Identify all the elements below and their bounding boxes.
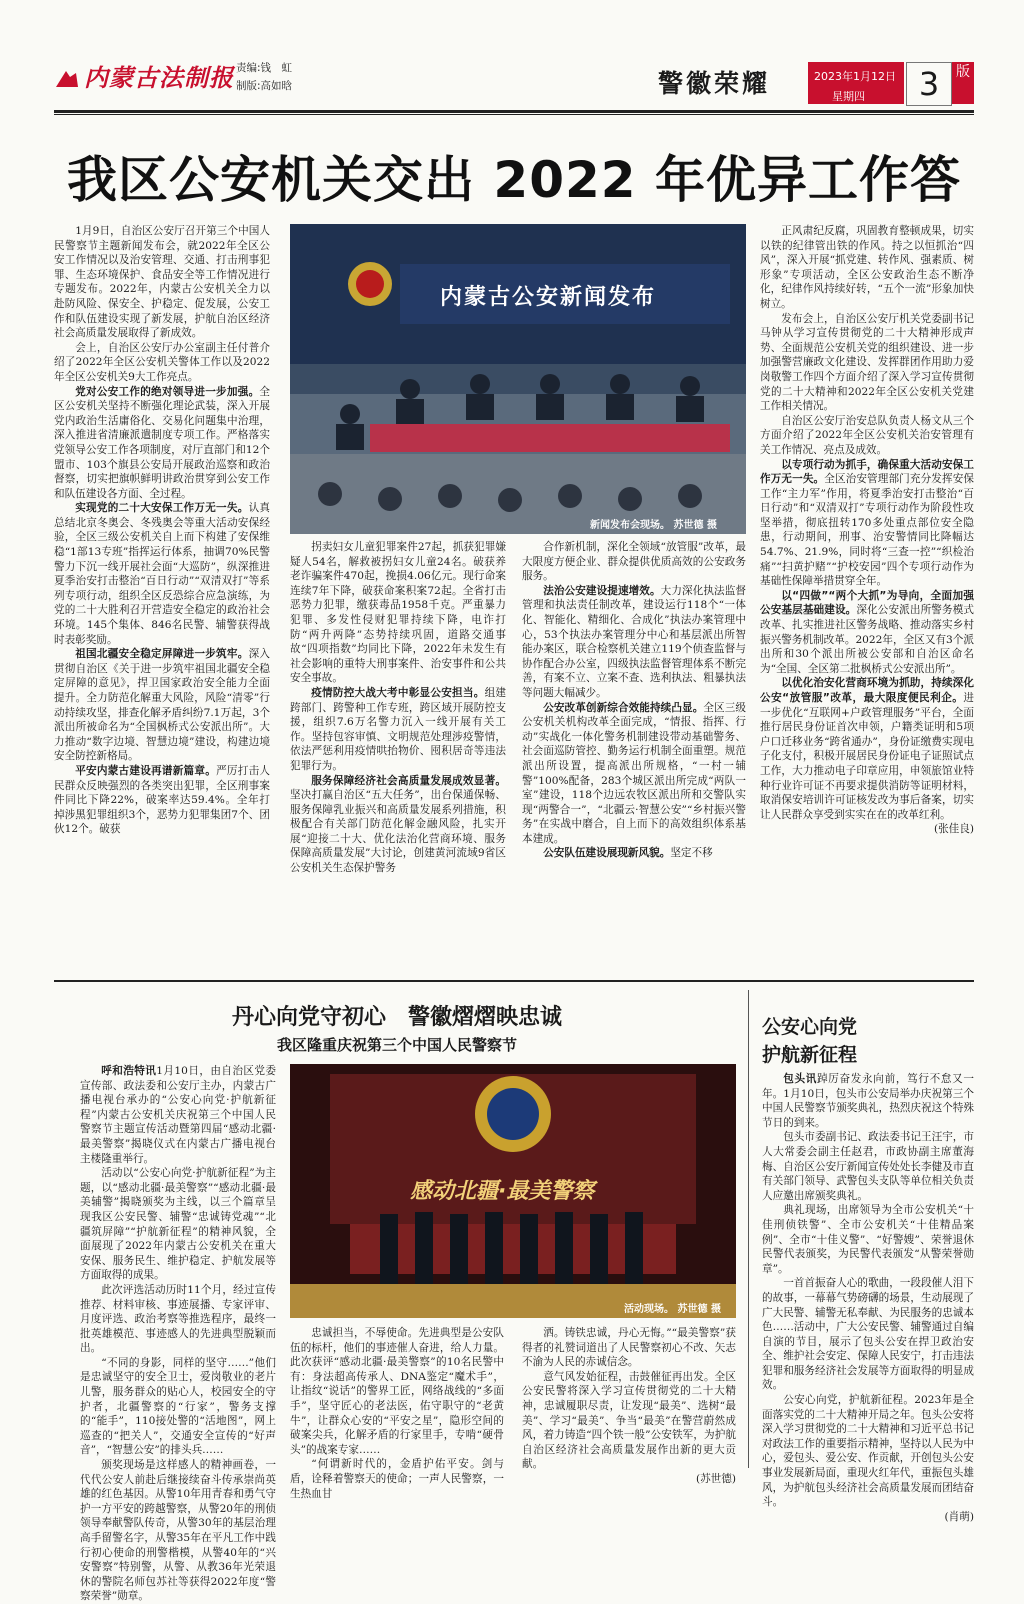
paragraph	[80, 1064, 276, 1166]
paragraph	[290, 774, 506, 876]
paragraph-text: 深化公安派出所警务模式改革、扎实推进社区警务战略、推动落实乡村振兴警务机制改革。2022年，全区又有3个派出所和30个派出所被公安部和自治区命名为“全国、全区第二批枫桥式公安派出所”。	[760, 604, 975, 675]
paragraph-lead: 以专项行动为抓手，确保重大活动安保工作万无一失。	[760, 458, 974, 486]
paragraph-text: 1月9日，自治区公安厅召开第三个中国人民警察节主题新闻发布会，就2022年全区公安工作情况以及治安管理、交通、打击刑事犯罪、生态环境保护、食品安全等工作情况进行专题发布。2022年，内蒙古公安机关全力以赴防风险、保安全、护稳定、促发展，公安工作和队伍建设实现了新发展，护航自治区经济社会高质量发展取得了新成效。	[54, 225, 270, 340]
paragraph-text: 踔厉奋发永向前，笃行不怠又一年。1月10日，包头市公安局举办庆祝第三个中国人民警察节颁奖典礼，热烈庆祝这个特殊节日的到来。	[762, 1073, 975, 1129]
article1-col3	[522, 540, 746, 974]
paragraph-text: 包头市委副书记、政法委书记王汪宇，市人大常委会副主任赵君，市政协副主席董海梅、自治区公安厅新闻宣传处处长李健及市直有关部门领导、武警包头支队等单位相关负责人应邀出席颁奖典礼。	[762, 1131, 974, 1202]
paragraph-text: 全区治安管理部门充分发挥安保工作“主力军”作用，将夏季治安打击整治“百日行动”和“双清双打”专项行动作为阶段性攻坚举措，彻底扭转170多处重点部位安全隐患，行动期间，刑事、治安警情同比降幅达54.7%、21.9%，同时将“三查一控”“织检治痛”“扫黄护赌”“护校安园”四个专项行动作为基础性保障举措贯穿全年。	[760, 473, 974, 588]
paragraph-text: 自治区公安厅治安总队负责人杨文从三个方面介绍了2022年全区公安机关治安管理有关工作情况、亮点及成效。	[760, 414, 974, 456]
paragraph-text: 会上，自治区公安厅办公室副主任付普介绍了2022年全区公安机关警体工作以及2022年全区公安机关9大工作亮点。	[54, 341, 270, 383]
page-label: 版	[952, 62, 974, 104]
paragraph	[522, 1370, 736, 1472]
paragraph-text: 深入贯彻自治区《关于进一步筑牢祖国北疆安全稳定屏障的意见》，捍卫国家政治安全能力全面提升。全力防范化解重大风险，风险“清零”行动持续攻坚，排查化解矛盾纠纷7.1万起，3个派出所被命名为“全国枫桥式公安派出所”。大力推动“数字边境、智慧边境”建设，构建边境安全防控新格局。	[54, 648, 271, 763]
paragraph-lead: 公安队伍建设展现新风貌。	[543, 847, 671, 860]
paragraph	[290, 1326, 504, 1457]
paragraph-lead: 平安内蒙古建设再谱新篇章。	[75, 764, 217, 777]
article3-body	[762, 1072, 975, 1523]
ceremony-photo	[290, 1064, 736, 1318]
paragraph	[762, 1276, 974, 1393]
paragraph	[762, 1393, 974, 1510]
paragraph	[760, 589, 974, 677]
paragraph	[760, 458, 974, 589]
article2-col2	[290, 1326, 504, 1500]
paragraph-text: 一首首振奋人心的歌曲，一段段催人泪下的故事，一幕幕气势磅礴的场景，生动展现了广大民警、辅警无私奉献、为民服务的忠诚本色……活动中，广大公安民警、辅警通过自编自演的节目，展示了包头公安在捍卫政治安全、维护社会安定、保障人民安宁，打击违法犯罪和服务经济社会发展等方面取得的明显成效。	[762, 1277, 974, 1392]
issue-date: 2023年1月12日	[814, 70, 896, 83]
section-divider	[54, 980, 974, 982]
paragraph	[522, 540, 746, 584]
paragraph-lead: 党对公安工作的绝对领导进一步加强。	[75, 385, 260, 398]
article2-col1	[80, 1064, 276, 1603]
paragraph	[54, 501, 270, 647]
paragraph-text: (苏世德)	[695, 1472, 736, 1485]
paragraph	[290, 686, 506, 774]
paragraph-text: 典礼现场，出席领导为全市公安机关“十佳刑侦铁警”、全市公安机关“十佳精品案例”、全市“十佳义警”、“好警嫂”、荣誉退休民警代表颁奖，为民警代表颁发“从警荣誉勋章”。	[762, 1204, 974, 1275]
paragraph	[760, 224, 974, 312]
header-rule	[54, 110, 974, 113]
paragraph-lead: 疫情防控大战大考中彰显公安担当。	[311, 686, 485, 699]
paragraph-text: (肖萌)	[944, 1510, 974, 1523]
paragraph	[54, 224, 270, 341]
photo1-caption: 新闻发布会现场。 苏世德 摄	[590, 520, 717, 531]
paragraph	[290, 540, 506, 686]
paragraph	[760, 676, 974, 822]
paragraph	[54, 647, 270, 764]
paragraph-lead: 祖国北疆安全稳定屏障进一步筑牢。	[75, 648, 249, 661]
paragraph-text: (张佳良)	[933, 823, 974, 836]
paragraph	[762, 1203, 974, 1276]
paragraph-text: 大力深化执法监督管理和执法责任制改革，建设运行118个“一体化、智能化、精细化、合成化”执法办案管理中心，53个执法办案管理分中心和基层派出所智能办案区，联合检察机关建立119个侦查监督与协作配合办公室，四级执法监督管理体系不断完善，有案不立、立案不查、选利执法、粗暴执法等问题大幅减少。	[522, 584, 747, 699]
paragraph	[762, 1510, 974, 1525]
article1-col1	[54, 224, 270, 974]
paragraph-lead: 包头讯	[783, 1073, 817, 1085]
paragraph-text: 组建跨部门、跨警种工作专班，跨区域开展防控支援，组织7.6万名警力沉入一线开展有关工作。坚持包容审慎、文明规范处理涉疫警情，依法严惩利用疫情哄抬物价、囤积居奇等违法犯罪行为。	[290, 686, 507, 772]
paragraph	[522, 701, 746, 847]
paragraph	[522, 584, 746, 701]
paragraph	[80, 1166, 276, 1283]
article3-title-line2: 护航新征程	[762, 1044, 858, 1066]
paragraph	[762, 1130, 974, 1203]
paragraph	[760, 312, 974, 414]
paragraph-text: 严厉打击人民群众反映强烈的各类突出犯罪，全区刑事案件同比下降22%，破案率达59.4%。全年打掉涉黑犯罪组织3个，恶势力犯罪集团7个、团伙12个。破获	[54, 764, 271, 836]
article1-col4	[760, 224, 974, 974]
article2-title: 丹心向党守初心 警徽熠熠映忠诚	[231, 1005, 562, 1030]
paragraph	[80, 1458, 276, 1604]
paragraph-text: 拐卖妇女儿童犯罪案件27起，抓获犯罪嫌疑人54名，解救被拐妇女儿童24名。破获养老诈骗案件470起，挽损4.06亿元。现行命案连续7年下降，破获命案积案72起。全省打击恶势力犯罪，缴获毒品1958千克。严重暴力犯罪、多发性侵财犯罪持续下降，电诈打防“两升两降”态势持续巩固，道路交通事故“四项指数”均同比下降，2022年未发生有社会影响的重特大刑事案件、治安事件和公共安全事故。	[290, 541, 506, 685]
press-conference-banner: 内蒙古公安新闻发布	[440, 285, 657, 310]
ceremony-banner: 感动北疆·最美警察	[410, 1179, 595, 1204]
newspaper-logo: 内蒙古法制报	[54, 58, 234, 93]
article2-col3	[522, 1326, 736, 1485]
paragraph-text: 意气风发始征程，击鼓催征再出发。全区公安民警将深入学习宣传贯彻党的二十大精神，忠诚履职尽责，让发现“最美”、选树“最美”、学习“最美”、争当“最美”在警营蔚然成风，着力铸造“四个铁一般”公安铁军，为护航自治区经济社会高质量发展作出新的更大贡献。	[522, 1370, 736, 1471]
paragraph	[522, 1326, 736, 1370]
press-conference-photo	[290, 224, 746, 534]
paragraph-text: 忠诚担当，不辱使命。先进典型是公安队伍的标杆，他们的事迹催人奋进，给人力量。此次获评“感动北疆·最美警察”的10名民警中有：身法超高传承人、DNA鉴定“魔术手”，让指纹“说话”的警界工匠，网络战线的“多面手”，坚守匠心的老法医，佑守职守的“老黄牛”，让群众心安的“平安之星”，隐形空间的破案尖兵，化解矛盾的行家里手，专啃“硬骨头”的战案专家……	[290, 1327, 504, 1456]
date-box	[808, 62, 904, 104]
paragraph-lead: 呼和浩特讯	[101, 1065, 157, 1077]
headline: 我区公安机关交出 2022 年优异工作答	[67, 151, 961, 209]
paragraph-text: 公安心向党，护航新征程。2023年是全面落实党的二十大精神开局之年。包头公安将深入学习贯彻党的二十大精神和习近平总书记对政法工作的重要指示精神，坚持以人民为中心，爱包头、爱公安、作贡献，开创包头公安事业发展新局面，重现火红年代，重振包头雄风，为护航包头经济社会高质量发展而团结奋斗。	[762, 1394, 974, 1509]
paragraph	[762, 1072, 974, 1130]
paragraph-lead: 法治公安建设提速增效。	[543, 584, 661, 597]
paragraph	[290, 1457, 504, 1501]
logo-emblem-icon	[54, 69, 80, 89]
paragraph-text: 进一步优化“互联网+户政管理服务”平台，全面推行居民身份证首次申领，户籍类证明和5项户口迁移业务“跨省通办”，身份证缴费实现电子化支付，积极开展居民身份证电子证照试点工作，大力推动电子印章应用，申领旅馆业特种行业许可证不再要求提供消防等证明材料，取消保安培训许可证核发改为事后备案，切实让人民群众享受到实实在在的改革红利。	[760, 692, 974, 821]
press-conference-illustration	[290, 224, 746, 534]
header-rule-thin	[54, 114, 974, 115]
paragraph	[80, 1356, 276, 1458]
paragraph	[54, 341, 270, 385]
paragraph	[522, 846, 746, 861]
paragraph-text: 发布会上，自治区公安厅机关党委副书记马钟从学习宣传贯彻党的二十大精神形成声势、全面规范公安机关党的组织建设、进一步加强警营廉政文化建设、发挥群团作用助力爱岗敬警工作四个方面介绍了深入学习宣传贯彻党的二十大精神和2022年全区公安机关党建工作相关情况。	[760, 312, 974, 413]
article1-col2	[290, 540, 506, 974]
paragraph-lead: 以“四做”“两个大抓”为导向，全面加强公安基层基础建设。	[760, 589, 974, 617]
article2-subtitle: 我区隆重庆祝第三个中国人民警察节	[276, 1036, 517, 1054]
paragraph	[54, 385, 270, 502]
photo2-caption: 活动现场。 苏世德 摄	[624, 1304, 721, 1315]
article3-title-line1: 公安心向党	[762, 1016, 858, 1038]
maker-credit: 制版:高如晗	[236, 80, 293, 92]
paragraph-text: 正风肃纪反腐，巩固教育整顿成果，切实以铁的纪律管出铁的作风。持之以恒抓治“四风”，深入开展“抓党建、转作风、强素质、树形象”专项活动，全区公安政治生态不断净化，纪律作风持续好转，“五个一流”形象加快树立。	[760, 225, 974, 310]
paragraph-lead: 服务保障经济社会高质量发展成效显著。	[311, 774, 506, 787]
paragraph-text: 全区三级公安机关机构改革全面完成，“情报、指挥、行动”实战化一体化警务机制建设带动基础警务、社会面巡防管控、勤务运行机制全面重塑。规范派出所设置，提高派出所规格，“一村一辅警”100%配备，283个城区派出所完成“两队一室”建设，118个边远农牧区派出所和交警队实现“两警合一”，“北疆云·智慧公安”“乡村振兴警务”在实战中磨合，自上而下的高效组织体系基本建成。	[522, 701, 747, 845]
paragraph-text: 洒。铸铁忠诚，丹心无悔。”“最美警察”获得者的礼赞词道出了人民警察初心不改、矢志不渝为人民的赤诚信念。	[522, 1327, 736, 1369]
paragraph	[760, 414, 974, 458]
column-rule	[748, 990, 749, 1468]
paragraph-text: 全区公安机关坚持不断强化理论武装，深入开展党内政治生活庸俗化、交易化问题集中治理，深入推进省清廉派遣制度专项工作。严格落实党领导公安工作各项制度，对厅直部门和12个盟市、103个旗县公安局开展政治巡察和政治督察，切实把旗帜鲜明讲政治贯穿到公安工作和队伍建设各方面、全过程。	[54, 385, 270, 500]
paragraph	[54, 764, 270, 837]
editor-credit: 责编:钱 虹	[236, 62, 293, 74]
paragraph-text: 坚决打赢自治区“五大任务”，出台保通保畅、服务保障乳业振兴和高质量发展系列措施，积极配合有关部门防范化解金融风险，扎实开展“迎接二十大、优化法治化营商环境、服务保障高质量发展”大讨论，创建黄河流域9省区公安机关生态保护警务	[290, 789, 506, 875]
paragraph-text: 认真总结北京冬奥会、冬残奥会等重大活动安保经验，全区三级公安机关自上而下构建了安保维稳“1部13专班”指挥运行体系，抽调70%民警警力下沉一线开展社会面“大巡防”，纵深推进夏季治安打击整治“百日行动”“双清双打”等系列专项行动，组织全区反恐综合应急演练，为党的二十大胜利召开营造安全稳定的政治社会环境。145个集体、846名民警、辅警获得战时表彰奖励。	[54, 502, 271, 646]
paragraph-lead: 公安改革创新综合效能持续凸显。	[543, 701, 704, 714]
paragraph	[80, 1283, 276, 1356]
page-number: 3	[906, 62, 952, 106]
paragraph	[760, 822, 974, 837]
paragraph-lead: 实现党的二十大安保工作万无一失。	[75, 502, 249, 515]
paragraph-text: 坚定不移	[670, 847, 713, 860]
paragraph	[522, 1472, 736, 1487]
paragraph-lead: 以优化治安化营商环境为抓助，持续深化公安“放管服”改革，最大限度便民利企。	[760, 677, 974, 704]
paragraph-text: 颁奖现场是这样感人的精神画卷，一代代公安人前赴后继接续奋斗传承崇尚英雄的红色基因。从警10年用青春和勇气守护一方平安的跨越警察，从警20年的刑侦领导奉献警队传奇，从警30年的基层治理高手留警名字，从警35年在平凡工作中践行初心使命的刑警楷模，从警40年的“兴安警察”特别警，从警、从教36年光荣退休的警院名师包苏社等获得2022年度“警察荣誉”勋章。	[80, 1459, 276, 1603]
section-title: 警徽荣耀	[658, 69, 771, 98]
paragraph-text: 1月10日，由自治区党委宣传部、政法委和公安厅主办，内蒙古广播电视台承办的“公安心向党·护航新征程”内蒙古公安机关庆祝第三个中国人民警察节主题宣传活动暨第四届“感动北疆·最美警察”揭晓仪式在内蒙古广播电视台主楼隆重举行。	[80, 1065, 276, 1165]
paragraph-text: “何谓新时代的，金盾护佑平安。剑与盾，诠释着警察天的使命；一声人民警察，一生热血甘	[290, 1458, 504, 1500]
paragraph-text: 此次评选活动历时11个月，经过宣传推荐、材料审核、事迹展播、专家评审、月度评选、政治考察等推选程序，最终一批英雄模范、事迹感人的先进典型脱颖而出。	[80, 1283, 276, 1355]
issue-weekday: 星期四	[832, 90, 865, 103]
paragraph-text: 合作新机制，深化全领域“放管服”改革，最大限度方便企业、群众提供优质高效的公安政务服务。	[522, 541, 746, 583]
paragraph-text: 活动以“公安心向党·护航新征程”为主题，以“感动北疆·最美警察”“感动北疆·最美辅警”揭晓颁奖为主线，以三个篇章呈现我区公安民警、辅警“忠诚铸党魂”“北疆筑屏障”“护航新征程”的精神风貌，全面展现了2022年内蒙古公安机关在重大安保、服务民生、维护稳定、护航发展等方面取得的成果。	[80, 1167, 276, 1282]
paragraph-text: “不同的身影，同样的坚守……”他们是忠诚坚守的安全卫士，爱岗敬业的老片儿警，服务群众的贴心人，校园安全的守护者，北疆警察的“行家”，警务支撑的“能手”，110接处警的“活地图”，网上巡查的“把关人”，交通安全宣传的“好声音”，“智慧公安”的排头兵……	[80, 1356, 276, 1457]
